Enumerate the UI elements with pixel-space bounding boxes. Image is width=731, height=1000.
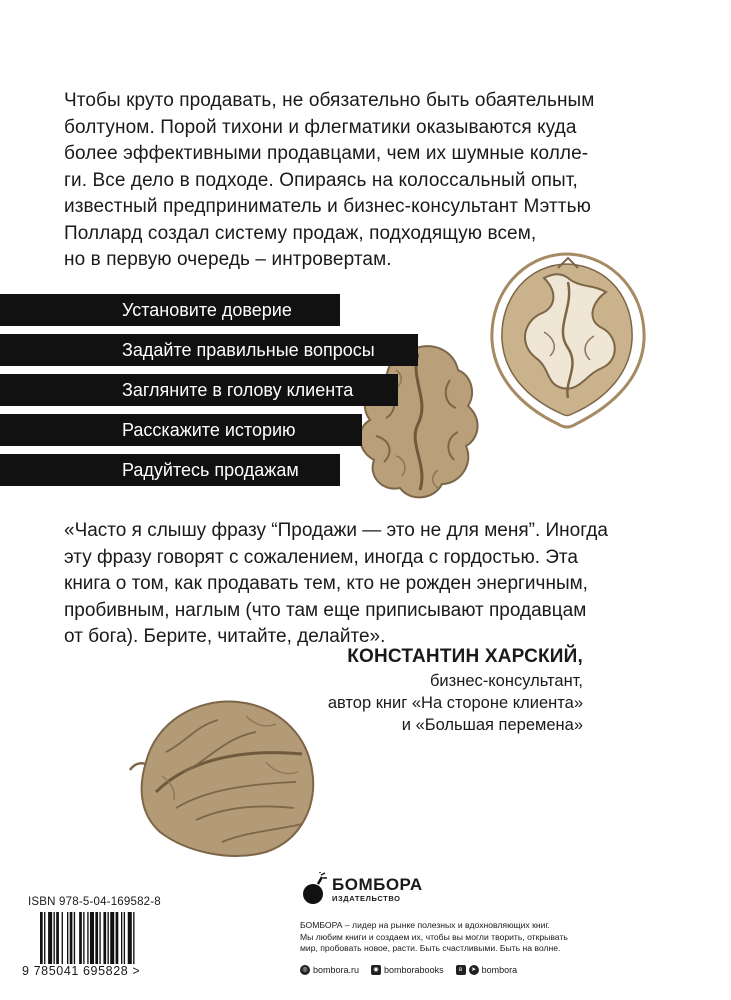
barcode-stripe xyxy=(54,912,55,964)
key-point-bar: Загляните в голову клиента xyxy=(0,374,398,406)
social-vk-telegram[interactable] xyxy=(456,965,518,975)
barcode-stripe xyxy=(121,912,122,964)
barcode-stripe xyxy=(116,912,119,964)
author-books: и «Большая перемена» xyxy=(401,716,583,734)
key-point-bar: Расскажите историю xyxy=(0,414,362,446)
barcode-stripe xyxy=(67,912,68,964)
social-label: bombora.ru xyxy=(313,964,360,975)
publisher-desc-line: БОМБОРА – лидер на рынке полезных и вдохновляющих книг. xyxy=(300,920,550,930)
author-books: автор книг «На стороне клиента» xyxy=(327,694,583,712)
social-label: bomborabooks xyxy=(384,964,444,975)
social-instagram[interactable] xyxy=(371,965,444,975)
intro-line: известный предприниматель и бизнес-консультант Мэттью xyxy=(64,196,591,217)
barcode-stripe xyxy=(74,912,75,964)
publisher-block xyxy=(300,872,620,975)
barcode-stripe xyxy=(124,912,125,964)
barcode-stripe xyxy=(40,912,43,964)
instagram-icon: ◉ xyxy=(371,965,381,975)
publisher-logo xyxy=(300,872,620,906)
vk-icon: в xyxy=(456,965,466,975)
barcode-stripe xyxy=(44,912,45,964)
intro-line: более эффективными продавцами, чем их шумные колле- xyxy=(64,143,589,164)
intro-line: ги. Все дело в подходе. Опираясь на колоссальный опыт, xyxy=(64,169,578,191)
barcode-stripe xyxy=(79,912,82,964)
whole-walnut-illustration xyxy=(126,692,322,860)
quote-line: эту фразу говорят с сожалением, иногда с гордостью. Эта xyxy=(64,546,578,568)
barcode-stripe xyxy=(95,912,98,964)
bomb-icon xyxy=(300,872,328,906)
key-point-bar: Радуйтесь продажам xyxy=(0,454,340,486)
social-website[interactable] xyxy=(300,965,359,975)
barcode-stripe xyxy=(90,912,94,964)
barcode-digits: 9 785041 695828 > xyxy=(22,964,141,978)
barcode xyxy=(40,912,170,964)
barcode-stripe xyxy=(87,912,88,964)
barcode-stripe xyxy=(133,912,134,964)
key-point-bar: Установите доверие xyxy=(0,294,340,326)
author-name: КОНСТАНТИН ХАРСКИЙ, xyxy=(347,646,583,667)
barcode-stripe xyxy=(103,912,106,964)
barcode-stripe xyxy=(128,912,132,964)
publisher-desc-line: мир, пробовать новое, расти. Быть счастливыми. Быть на волне. xyxy=(300,943,561,953)
quote-line: пробивным, наглым (что там еще приписывают продавцам xyxy=(64,599,587,621)
telegram-icon: ➤ xyxy=(469,965,479,975)
publisher-desc-line: Мы любим книги и создаем их, чтобы вы могли творить, открывать xyxy=(300,931,568,942)
quote-author xyxy=(328,644,583,736)
intro-line: болтуном. Порой тихони и флегматики оказываются куда xyxy=(64,116,577,138)
intro-line: но в первую очередь – интровертам. xyxy=(64,249,392,270)
isbn-label: ISBN 978-5-04-169582-8 xyxy=(28,896,161,908)
walnut-half-illustration xyxy=(484,248,652,430)
barcode-stripe xyxy=(70,912,73,964)
barcode-stripe xyxy=(56,912,59,964)
barcode-stripe xyxy=(99,912,100,964)
publisher-subtitle: ИЗДАТЕЛЬСТВО xyxy=(332,893,401,903)
barcode-stripe xyxy=(108,912,109,964)
publisher-description xyxy=(300,920,620,955)
barcode-stripe xyxy=(48,912,52,964)
intro-line: Поллард создал систему продаж, подходящую всем, xyxy=(64,222,537,244)
intro-line: Чтобы круто продавать, не обязательно быть обаятельным xyxy=(64,90,595,111)
publisher-name: БОМБОРА xyxy=(332,874,423,894)
testimonial-quote xyxy=(64,518,624,651)
globe-icon: ◎ xyxy=(300,965,310,975)
quote-line: от бога). Берите, читайте, делайте». xyxy=(64,626,386,647)
author-role: бизнес-консультант, xyxy=(429,672,583,690)
social-label: bombora xyxy=(481,964,518,975)
barcode-stripe xyxy=(110,912,114,964)
barcode-stripe xyxy=(62,912,63,964)
key-point-bar: Задайте правильные вопросы xyxy=(0,334,418,366)
quote-line: книга о том, как продавать тем, кто не рожден энергичным, xyxy=(64,573,588,594)
intro-paragraph xyxy=(64,88,595,274)
publisher-socials xyxy=(300,965,620,975)
barcode-stripe xyxy=(83,912,84,964)
quote-line: «Часто я слышу фразу “Продажи — это не для меня”. Иногда xyxy=(64,520,608,541)
